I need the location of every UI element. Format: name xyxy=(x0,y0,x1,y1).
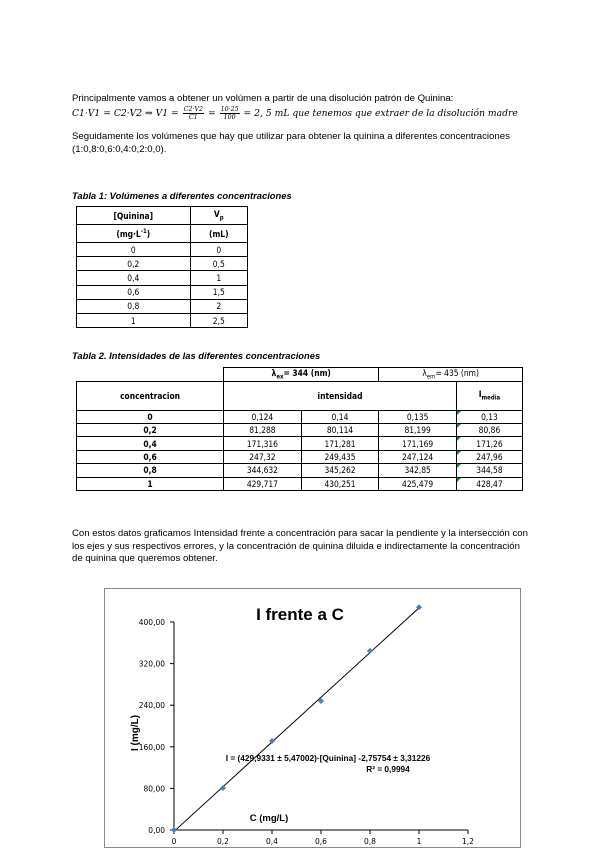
table-cell: 0,6 xyxy=(77,450,224,463)
chart-trend-equation: I = (429,9331 ± 5,47002)·[Quinina] -2,75754 ± 3,31226 xyxy=(225,753,431,763)
table-cell: 0,2 xyxy=(77,424,224,437)
table-cell: 0,124 xyxy=(224,410,302,423)
table-cell: 430,251 xyxy=(301,477,379,490)
table-cell: 344,58 xyxy=(456,464,522,477)
y-tick-label: 160,00 xyxy=(138,742,165,752)
table-row xyxy=(77,271,248,285)
table-cell: 2,5 xyxy=(190,313,247,327)
table2-caption: Tabla 2. Intensidades de las diferentes concentraciones xyxy=(72,350,321,361)
table-cell: 80,86 xyxy=(456,424,522,437)
table-cell: 1 xyxy=(77,313,191,327)
concentration-header: concentracion xyxy=(77,381,224,410)
x-tick-label: 1,2 xyxy=(462,837,474,846)
table-cell: 0,14 xyxy=(301,410,379,423)
table1-header-conc: [Quinina] xyxy=(77,207,191,225)
table-cell: 0,8 xyxy=(77,464,224,477)
table-cell: 1 xyxy=(190,271,247,285)
x-tick-label: 0,4 xyxy=(266,837,278,846)
x-tick-label: 0,2 xyxy=(217,837,229,846)
table-row xyxy=(77,313,248,327)
table-cell: 247,32 xyxy=(224,450,302,463)
table2-empty-cell xyxy=(77,368,224,382)
chart-title: I frente a C xyxy=(256,605,344,624)
chart-r-squared: R² = 0,9994 xyxy=(366,764,410,774)
table-cell: 0,5 xyxy=(190,257,247,271)
table-cell: 171,169 xyxy=(379,437,457,450)
table-row xyxy=(77,257,248,271)
table-row xyxy=(77,299,248,313)
table-cell: 0 xyxy=(77,410,224,423)
table-cell: 171,281 xyxy=(301,437,379,450)
table-row xyxy=(77,410,523,423)
para-volumes: Seguidamente los volúmenes que hay que utilizar para obtener la quinina a diferentes concentraciones (1:0,8:0,6:0,4:0,2:0,0). xyxy=(72,131,510,155)
table-row xyxy=(77,285,248,299)
table2-header-cols xyxy=(77,381,523,410)
equation-result: = 2, 5 xyxy=(243,108,272,119)
table-cell: 0 xyxy=(77,243,191,257)
table-row xyxy=(77,437,523,450)
table-row xyxy=(77,243,248,257)
equation-equals: = xyxy=(207,108,216,119)
table-row xyxy=(77,464,523,477)
lambda-em-header: $\lambda_{em}= 435$ (nm) xyxy=(379,368,523,382)
y-tick-label: 240,00 xyxy=(138,701,165,711)
fraction-2-denominator: 100 xyxy=(223,114,236,121)
table1-caption: Tabla 1: Volúmenes a diferentes concentraciones xyxy=(72,190,292,201)
fraction-1 xyxy=(183,106,204,121)
table-cell: 0,2 xyxy=(77,257,191,271)
table-cell: 247,124 xyxy=(379,450,457,463)
table-cell: 0,6 xyxy=(77,285,191,299)
table-cell: 342,85 xyxy=(379,464,457,477)
table-cell: 171,26 xyxy=(456,437,522,450)
intensity-header: intensidad xyxy=(224,381,457,410)
x-tick-label: 1 xyxy=(416,837,422,846)
table-cell: 345,262 xyxy=(301,464,379,477)
table-cell: 1 xyxy=(77,477,224,490)
y-tick-label: 80,00 xyxy=(143,784,165,794)
volumes-table xyxy=(76,206,248,328)
table-cell: 0,135 xyxy=(379,410,457,423)
y-tick-label: 0,00 xyxy=(148,826,165,835)
table-cell: 425,479 xyxy=(379,477,457,490)
table2-header-lambda xyxy=(77,368,523,382)
table1-header-top xyxy=(77,207,248,225)
chart-x-label: C (mg/L) xyxy=(249,813,289,824)
dilution-equation xyxy=(72,106,518,121)
table-cell: 249,435 xyxy=(301,450,379,463)
table-cell: 171,316 xyxy=(224,437,302,450)
fraction-1-denominator: C1 xyxy=(188,114,198,121)
table1-header-vp: $V_p$ xyxy=(190,207,247,225)
x-tick-label: 0,8 xyxy=(364,837,376,846)
table-cell: 1,5 xyxy=(190,285,247,299)
table-cell: 0,4 xyxy=(77,437,224,450)
table-cell: 81,199 xyxy=(379,424,457,437)
table-cell: 0,8 xyxy=(77,299,191,313)
equation-tail: mL que tenemos que extraer de la disolución madre xyxy=(274,108,518,119)
fraction-2 xyxy=(220,106,240,121)
chart-frame xyxy=(105,589,521,848)
table-row xyxy=(77,450,523,463)
table1-unit-vp: (mL) xyxy=(190,225,247,243)
equation-part1: C1·V1 = C2·V2 ⇒ V1 = xyxy=(72,108,179,119)
fraction-2-numerator: 10·25 xyxy=(220,106,239,113)
table-row xyxy=(77,477,523,490)
lambda-ex-header: $\lambda_{ex}= 344$ (nm) xyxy=(224,368,379,382)
intensity-vs-concentration-chart xyxy=(104,588,521,848)
table-cell: 2 xyxy=(190,299,247,313)
fraction-1-numerator: C2·V2 xyxy=(183,106,204,113)
intro-paragraph: Principalmente vamos a obtener un volúmen a partir de una disolución patrón de Quinina: xyxy=(72,93,454,104)
table-cell: 247,96 xyxy=(456,450,522,463)
x-tick-label: 0,6 xyxy=(315,837,327,846)
chart-y-label: I (mg/L) xyxy=(130,714,141,752)
intensities-table xyxy=(76,367,523,491)
table-cell: 81,288 xyxy=(224,424,302,437)
table-cell: 80,114 xyxy=(301,424,379,437)
table1-header-units xyxy=(77,225,248,243)
para-graph-description: Con estos datos graficamos Intensidad frente a concentración para sacar la pendiente y la intersección con los ejes y sus respectivos errores, y la concentración de quinina diluida e indirectamente la concentración de quinina que queremos obtener. xyxy=(72,528,528,564)
table-row xyxy=(77,424,523,437)
table-cell: 429,717 xyxy=(224,477,302,490)
imedia-header: $I_{media}$ xyxy=(456,381,522,410)
table-cell: 344,632 xyxy=(224,464,302,477)
x-tick-label: 0 xyxy=(171,837,177,846)
y-tick-label: 320,00 xyxy=(138,659,165,669)
y-tick-label: 400,00 xyxy=(138,618,165,627)
table-cell: 0,4 xyxy=(77,271,191,285)
table1-unit-conc: $(mg\cdot L^{-1})$ xyxy=(77,225,191,243)
table-cell: 0 xyxy=(190,243,247,257)
table-cell: 0,13 xyxy=(456,410,522,423)
table-cell: 428,47 xyxy=(456,477,522,490)
